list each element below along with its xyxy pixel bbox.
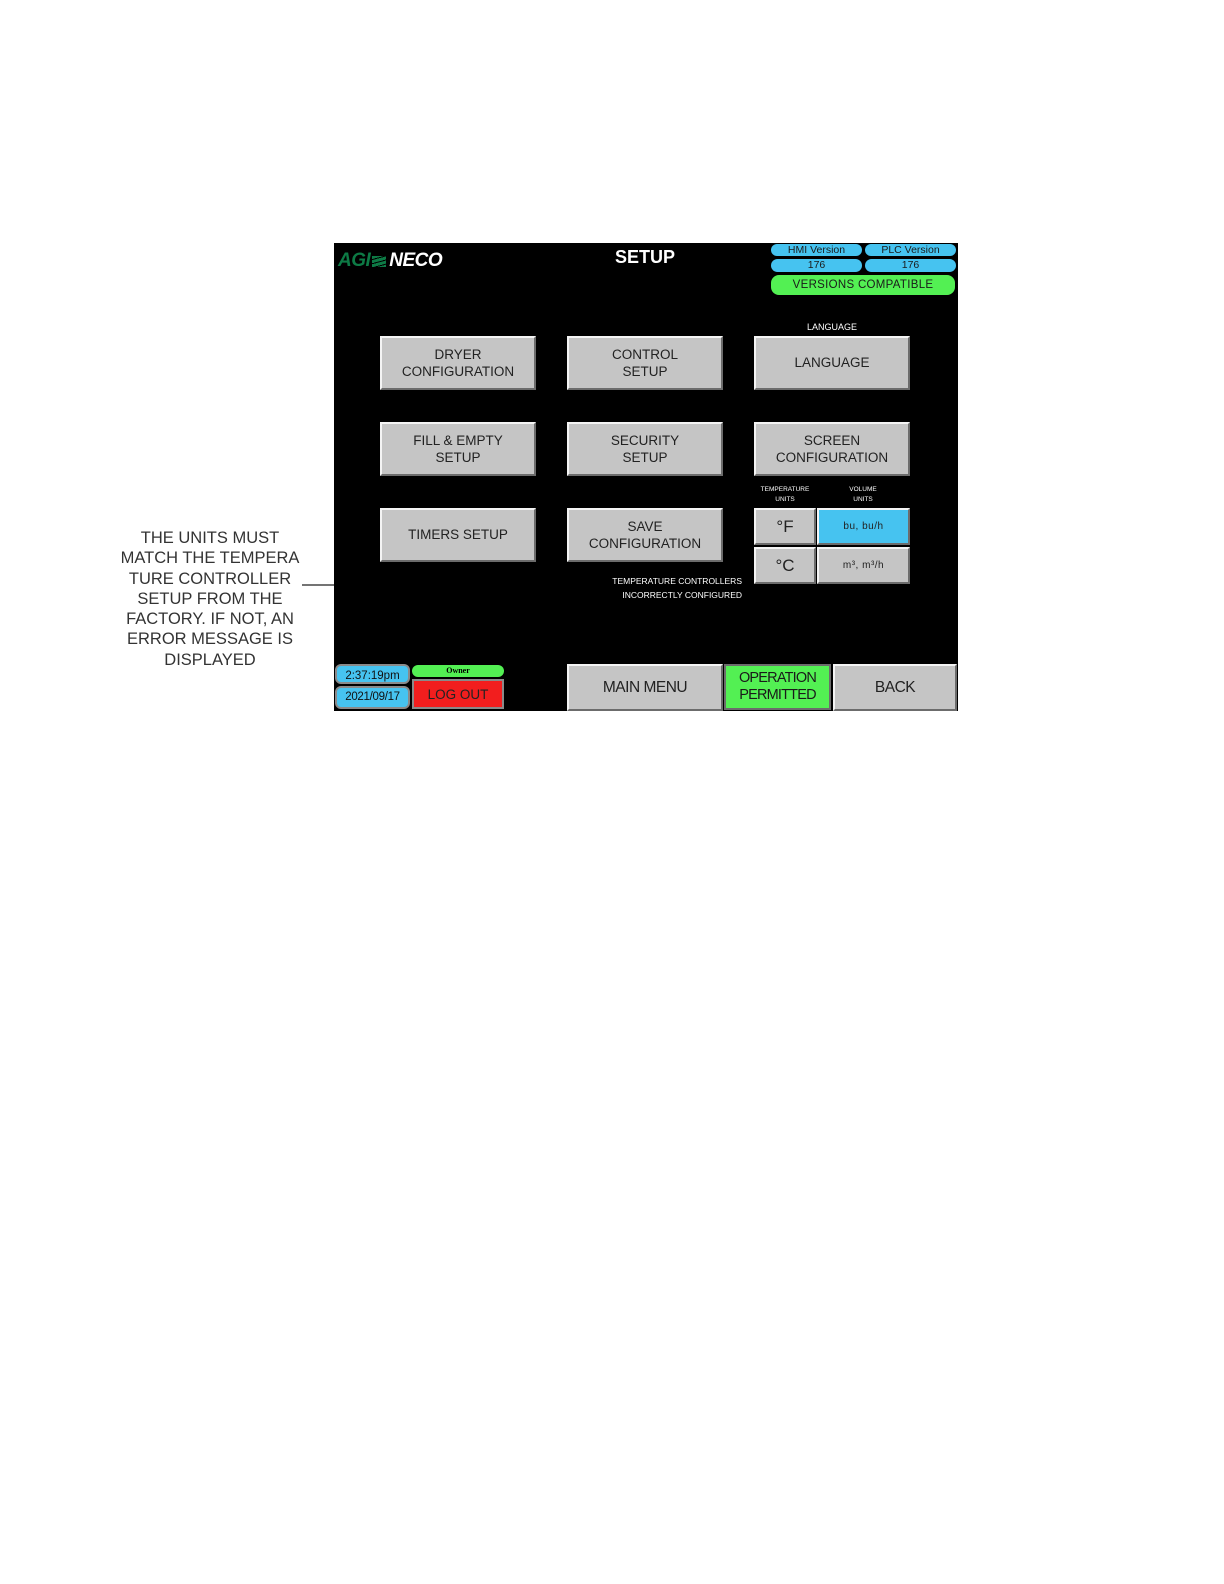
fill-empty-setup-button[interactable]: FILL & EMPTY SETUP — [380, 422, 536, 476]
date-display: 2021/09/17 — [335, 686, 410, 709]
page-title: SETUP — [614, 247, 675, 267]
volume-units-label: VOLUME UNITS — [849, 486, 877, 503]
logo-flag-icon — [372, 256, 386, 267]
volume-imperial-button[interactable]: bu, bu/h — [817, 508, 910, 545]
back-button[interactable]: BACK — [833, 664, 957, 711]
logout-button[interactable]: LOG OUT — [412, 679, 504, 709]
screen-configuration-button[interactable]: SCREEN CONFIGURATION — [754, 422, 910, 476]
fahrenheit-button[interactable]: °F — [754, 508, 816, 545]
save-configuration-button[interactable]: SAVE CONFIGURATION — [567, 508, 723, 562]
volume-metric-button[interactable]: m³, m³/h — [817, 547, 910, 584]
logo-neco: NECO — [389, 250, 443, 271]
temperature-units-label: TEMPERATURE UNITS — [760, 486, 810, 503]
plc-version-label: PLC Version — [865, 244, 956, 256]
annotation-note: THE UNITS MUST MATCH THE TEMPERA TURE CONTROLLER SETUP FROM THE FACTORY. IF NOT, AN ERROR MESSAGE IS DISPLAYED — [120, 529, 300, 669]
time-display: 2:37:19pm — [335, 664, 410, 684]
timers-setup-button[interactable]: TIMERS SETUP — [380, 508, 536, 562]
dryer-configuration-button[interactable]: DRYER CONFIGURATION — [380, 336, 536, 390]
language-label: LANGUAGE — [806, 322, 857, 332]
logo-agi: AGI — [338, 250, 371, 271]
operation-status: OPERATION PERMITTED — [724, 664, 831, 710]
user-badge: Owner — [412, 665, 504, 677]
hmi-screen — [334, 243, 958, 711]
hmi-version-value: 176 — [771, 259, 862, 272]
main-menu-button[interactable]: MAIN MENU — [567, 664, 723, 711]
brand-logo — [338, 250, 442, 272]
security-setup-button[interactable]: SECURITY SETUP — [567, 422, 723, 476]
language-button[interactable]: LANGUAGE — [754, 336, 910, 390]
plc-version-value: 176 — [865, 259, 956, 272]
error-message: TEMPERATURE CONTROLLERS INCORRECTLY CONFIGURED — [612, 576, 742, 600]
control-setup-button[interactable]: CONTROL SETUP — [567, 336, 723, 390]
hmi-version-label: HMI Version — [771, 244, 862, 256]
celsius-button[interactable]: °C — [754, 547, 816, 584]
compat-status: VERSIONS COMPATIBLE — [771, 275, 955, 295]
